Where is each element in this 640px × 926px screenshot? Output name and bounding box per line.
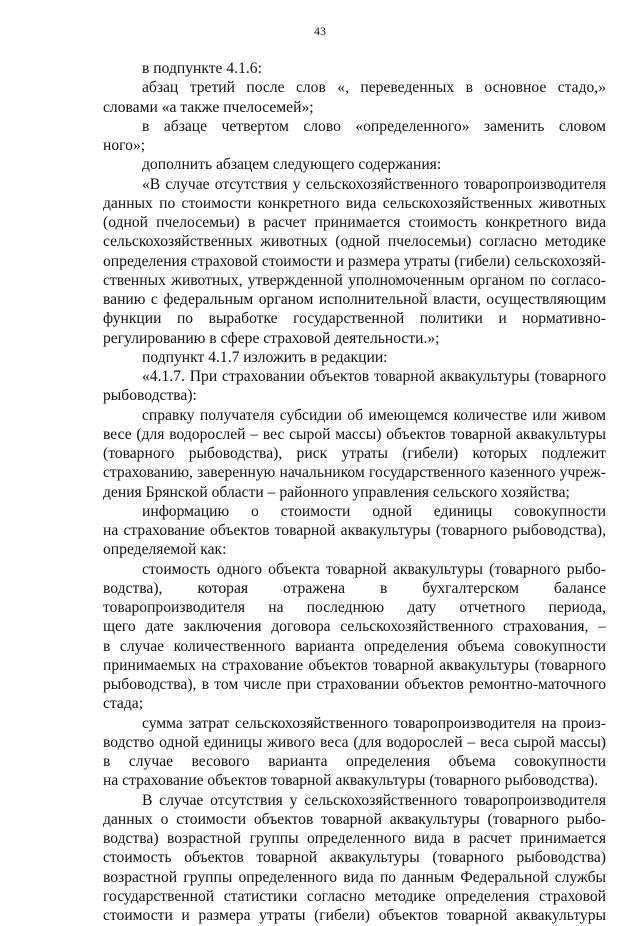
text-line: стоимости и размера утраты (гибели) объектов товарной аквакультуры — [103, 907, 606, 924]
text-line: данных по стоимости конкретного вида сельскохозяйственных животных — [103, 194, 606, 212]
text-line: рыбоводства), в том числе при страховании объектов ремонтно-маточного — [103, 676, 606, 693]
text-line: регулированию в сфере страховой деятельности.»; — [103, 329, 440, 347]
text-line: ванию с федеральным органом исполнительной власти, осуществляющим — [103, 291, 606, 308]
text-line: стоимость одного объекта товарной аквакультуры (товарного рыбо- — [142, 560, 606, 578]
text-line: «В случае отсутствия у сельскохозяйственного товаропроизводителя — [142, 175, 606, 193]
text-line: щего дате заключения договора сельскохозяйственного страхования, – — [103, 618, 606, 636]
text-line: страхованию, заверенную начальником государственного казенного учреж- — [103, 464, 606, 482]
text-line: весе (для водорослей – вес сырой массы) объектов товарной аквакультуры — [103, 425, 606, 443]
text-line: определения страховой стоимости и размера утраты (гибели) сельскохозяй- — [103, 252, 606, 270]
text-line: дения Брянской области – районного управления сельского хозяйства; — [103, 483, 570, 501]
text-line: рыбоводства): — [103, 387, 197, 405]
text-line: информацию о стоимости одной единицы совокупности — [142, 502, 606, 520]
text-line: в абзаце четвертом слово «определенного» заменить словом — [142, 117, 606, 135]
text-line: «4.1.7. При страховании объектов товарной аквакультуры (товарного — [142, 368, 606, 385]
text-line: государственной статистики согласно методике определения страховой — [103, 887, 606, 905]
text-line: товаропроизводителя на последнюю дату отчетного периода, — [103, 599, 606, 616]
text-line: на страхование объектов товарной аквакультуры (товарного рыбоводства), — [103, 522, 606, 539]
text-line: В случае отсутствия у сельскохозяйственного товаропроизводителя — [142, 791, 606, 809]
text-line: (товарного рыбоводства), риск утраты (гибели) которых подлежит — [103, 445, 606, 462]
text-line: водства) возрастной группы определенного вида в расчет принимается — [103, 830, 606, 847]
text-line: (одной пчелосемьи) в расчет принимается стоимость конкретного вида — [103, 214, 606, 231]
text-line: сельскохозяйственных животных (одной пчелосемьи) согласно методике — [103, 233, 606, 251]
text-line: возрастной группы определенного вида по данным Федеральной службы — [103, 868, 606, 886]
text-line: в случае весового варианта определения объема совокупности — [103, 753, 606, 770]
text-line: абзац третий после слов «, переведенных в основное стадо,» — [142, 79, 606, 97]
text-line: ственных животных, утвержденной уполномоченным органом по согласо- — [103, 271, 606, 289]
text-line: справку получателя субсидии об имеющемся количестве или живом — [142, 406, 606, 424]
text-line: функции по выработке государственной политики и нормативно- — [103, 310, 606, 328]
text-line: стада; — [103, 695, 144, 713]
text-line: в подпункте 4.1.6: — [142, 60, 262, 77]
text-line: словами «а также пчелосемей»; — [103, 98, 314, 116]
text-line: данных о стоимости объектов товарной аквакультуры (товарного рыбо- — [103, 810, 606, 828]
text-line: ного»; — [103, 137, 146, 154]
text-line: водство одной единицы живого веса (для водорослей – веса сырой массы) — [103, 733, 606, 751]
text-line: стоимость объектов товарной аквакультуры (товарного рыбоводства) — [103, 849, 606, 867]
page-number: 43 — [314, 24, 326, 38]
text-line: принимаемых на страхование объектов товарной аквакультуры (товарного — [103, 656, 606, 674]
text-line: сумма затрат сельскохозяйственного товаропроизводителя на произ- — [142, 714, 606, 732]
text-line: в случае количественного варианта определения объема совокупности — [103, 637, 606, 655]
text-line: определяемой как: — [103, 541, 227, 559]
text-line: подпункт 4.1.7 изложить в редакции: — [142, 348, 388, 366]
text-line: дополнить абзацем следующего содержания: — [142, 156, 442, 174]
text-line: на страхование объектов товарной аквакультуры (товарного рыбоводства). — [103, 772, 599, 790]
text-line: водства), которая отражена в бухгалтерском балансе — [103, 579, 606, 597]
